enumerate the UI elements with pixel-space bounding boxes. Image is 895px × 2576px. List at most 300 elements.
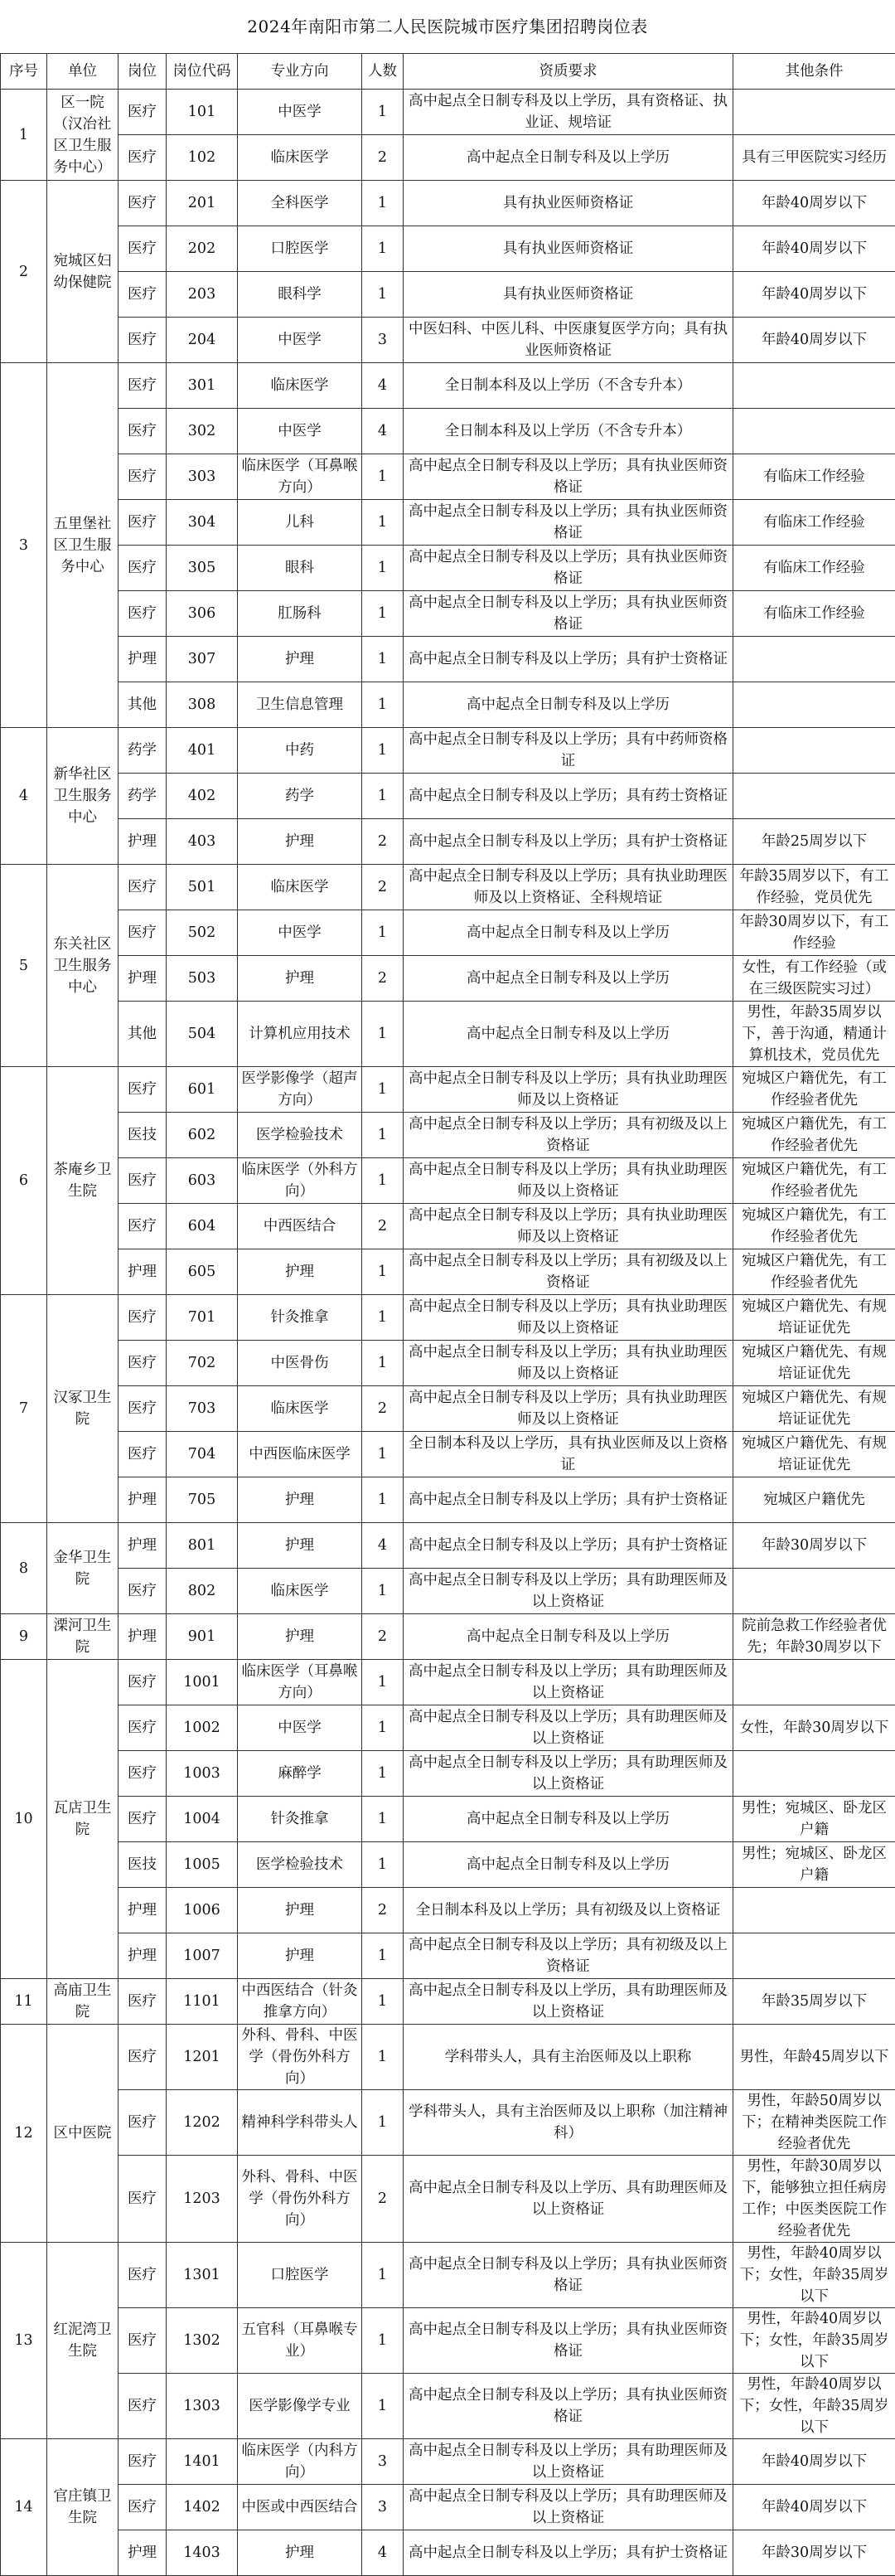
cell-post: 医疗 xyxy=(119,2090,167,2156)
header-other: 其他条件 xyxy=(733,54,895,90)
cell-major: 医学影像学专业 xyxy=(238,2374,362,2439)
cell-other: 宛城区户籍优先，有工作经验者优先 xyxy=(733,1158,895,1204)
cell-post: 医疗 xyxy=(119,454,167,500)
cell-count: 1 xyxy=(362,546,404,591)
table-row xyxy=(1,2025,895,2090)
cell-count: 1 xyxy=(362,1341,404,1386)
cell-count: 1 xyxy=(362,500,404,546)
cell-other xyxy=(733,1888,895,1933)
cell-requirements: 高中起点全日制专科及以上学历；具有助理医师及以上资格证 xyxy=(404,1569,733,1614)
cell-post: 医疗 xyxy=(119,1158,167,1204)
cell-major: 口腔医学 xyxy=(238,2243,362,2308)
cell-count: 1 xyxy=(362,1477,404,1523)
cell-requirements: 高中起点全日制专科及以上学历；具有护士资格证 xyxy=(404,1477,733,1523)
cell-post: 医疗 xyxy=(119,1569,167,1614)
cell-count: 1 xyxy=(362,1933,404,1979)
cell-post: 护理 xyxy=(119,1523,167,1569)
cell-other: 年龄40周岁以下 xyxy=(733,181,895,226)
cell-requirements: 高中起点全日制专科及以上学历；具有执业医师资格证 xyxy=(404,2308,733,2374)
cell-major: 肛肠科 xyxy=(238,591,362,637)
cell-major: 中西医临床医学 xyxy=(238,1432,362,1477)
cell-count: 1 xyxy=(362,272,404,318)
cell-count: 4 xyxy=(362,363,404,409)
table-row xyxy=(1,363,895,409)
cell-major: 临床医学 xyxy=(238,865,362,910)
cell-post: 医疗 xyxy=(119,1341,167,1386)
cell-count: 1 xyxy=(362,1158,404,1204)
cell-major: 儿科 xyxy=(238,500,362,546)
cell-code: 504 xyxy=(167,1002,238,1067)
cell-other: 宛城区户籍优先、有规培证证优先 xyxy=(733,1341,895,1386)
cell-other xyxy=(733,637,895,682)
table-row xyxy=(1,2439,895,2485)
cell-count: 2 xyxy=(362,1386,404,1432)
cell-count: 1 xyxy=(362,637,404,682)
cell-major: 精神科学科带头人 xyxy=(238,2090,362,2156)
cell-count: 4 xyxy=(362,409,404,454)
cell-code: 503 xyxy=(167,956,238,1002)
cell-count: 1 xyxy=(362,1705,404,1751)
header-no: 序号 xyxy=(1,54,47,90)
cell-count: 1 xyxy=(362,910,404,956)
cell-major: 临床医学（耳鼻喉方向） xyxy=(238,1660,362,1705)
cell-count: 1 xyxy=(362,1113,404,1158)
cell-code: 802 xyxy=(167,1569,238,1614)
cell-requirements: 高中起点全日制专科及以上学历 xyxy=(404,1842,733,1888)
cell-post: 医疗 xyxy=(119,591,167,637)
cell-no: 7 xyxy=(1,1295,47,1523)
cell-major: 中药 xyxy=(238,728,362,774)
cell-unit: 高庙卫生院 xyxy=(47,1979,119,2025)
cell-major: 医学检验技术 xyxy=(238,1113,362,1158)
cell-other xyxy=(733,90,895,135)
cell-major: 针灸推拿 xyxy=(238,1797,362,1842)
cell-post: 医疗 xyxy=(119,546,167,591)
cell-post: 医疗 xyxy=(119,226,167,272)
cell-count: 2 xyxy=(362,1888,404,1933)
cell-code: 102 xyxy=(167,135,238,181)
table-row xyxy=(1,318,895,363)
header-count: 人数 xyxy=(362,54,404,90)
cell-major: 中西医结合 xyxy=(238,1204,362,1249)
cell-unit: 宛城区妇幼保健院 xyxy=(47,181,119,363)
cell-post: 药学 xyxy=(119,774,167,819)
cell-requirements: 高中起点全日制专科及以上学历；具有药士资格证 xyxy=(404,774,733,819)
cell-requirements: 高中起点全日制专科及以上学历 xyxy=(404,956,733,1002)
cell-code: 1101 xyxy=(167,1979,238,2025)
cell-post: 护理 xyxy=(119,1249,167,1295)
table-row xyxy=(1,1842,895,1888)
table-row xyxy=(1,591,895,637)
cell-major: 临床医学（外科方向） xyxy=(238,1158,362,1204)
cell-count: 2 xyxy=(362,956,404,1002)
cell-code: 304 xyxy=(167,500,238,546)
table-row xyxy=(1,1432,895,1477)
cell-major: 临床医学 xyxy=(238,135,362,181)
cell-requirements: 高中起点全日制专科及以上学历；具有执业助理医师及以上资格证 xyxy=(404,1067,733,1113)
table-row xyxy=(1,1523,895,1569)
cell-code: 801 xyxy=(167,1523,238,1569)
cell-other: 宛城区户籍优先、有规培证证优先 xyxy=(733,1295,895,1341)
cell-requirements: 全日制本科及以上学历（不含专升本） xyxy=(404,363,733,409)
cell-code: 305 xyxy=(167,546,238,591)
cell-other: 年龄40周岁以下 xyxy=(733,226,895,272)
cell-post: 医疗 xyxy=(119,2308,167,2374)
cell-code: 203 xyxy=(167,272,238,318)
cell-count: 4 xyxy=(362,2530,404,2576)
cell-requirements: 高中起点全日制专科及以上学历；具有护士资格证 xyxy=(404,2530,733,2576)
table-row xyxy=(1,1249,895,1295)
cell-unit: 瓦店卫生院 xyxy=(47,1660,119,1979)
header-requirements: 资质要求 xyxy=(404,54,733,90)
table-row xyxy=(1,1660,895,1705)
cell-major: 外科、骨科、中医学（骨伤外科方向） xyxy=(238,2025,362,2090)
cell-count: 3 xyxy=(362,2485,404,2530)
cell-count: 1 xyxy=(362,2308,404,2374)
table-row xyxy=(1,1295,895,1341)
cell-requirements: 高中起点全日制专科及以上学历；具有执业医师资格证 xyxy=(404,500,733,546)
cell-requirements: 全日制本科及以上学历，具有执业医师及以上资格证 xyxy=(404,1432,733,1477)
cell-requirements: 高中起点全日制专科及以上学历；具有执业助理医师及以上资格证 xyxy=(404,1158,733,1204)
table-row xyxy=(1,272,895,318)
cell-post: 护理 xyxy=(119,1933,167,1979)
cell-code: 1402 xyxy=(167,2485,238,2530)
cell-count: 2 xyxy=(362,819,404,865)
cell-post: 医疗 xyxy=(119,409,167,454)
cell-unit: 区一院（汉冶社区卫生服务中心） xyxy=(47,90,119,181)
cell-other: 宛城区户籍优先 xyxy=(733,1477,895,1523)
cell-other: 年龄35周岁以下，有工作经验，党员优先 xyxy=(733,865,895,910)
cell-requirements: 高中起点全日制专科及以上学历；具有执业医师资格证 xyxy=(404,2374,733,2439)
cell-requirements: 高中起点全日制专科及以上学历；具有初级及以上资格证 xyxy=(404,1933,733,1979)
table-row xyxy=(1,90,895,135)
cell-other xyxy=(733,728,895,774)
cell-unit: 官庄镇卫生院 xyxy=(47,2439,119,2576)
table-row xyxy=(1,2485,895,2530)
cell-code: 308 xyxy=(167,682,238,728)
cell-major: 护理 xyxy=(238,2530,362,2576)
cell-major: 眼科 xyxy=(238,546,362,591)
cell-other: 年龄35周岁以下 xyxy=(733,1979,895,2025)
cell-other: 宛城区户籍优先，有工作经验者优先 xyxy=(733,1113,895,1158)
cell-post: 医技 xyxy=(119,1842,167,1888)
cell-no: 2 xyxy=(1,181,47,363)
cell-post: 护理 xyxy=(119,1888,167,1933)
cell-code: 705 xyxy=(167,1477,238,1523)
cell-count: 3 xyxy=(362,2439,404,2485)
cell-major: 中医或中西医结合 xyxy=(238,2485,362,2530)
cell-code: 1003 xyxy=(167,1751,238,1797)
table-body xyxy=(1,90,895,2576)
cell-post: 医疗 xyxy=(119,2156,167,2243)
cell-requirements: 具有执业医师资格证 xyxy=(404,181,733,226)
cell-post: 医疗 xyxy=(119,2439,167,2485)
cell-post: 护理 xyxy=(119,1614,167,1660)
cell-major: 护理 xyxy=(238,1614,362,1660)
cell-code: 602 xyxy=(167,1113,238,1158)
cell-post: 医疗 xyxy=(119,1797,167,1842)
cell-code: 202 xyxy=(167,226,238,272)
cell-requirements: 全日制本科及以上学历（不含专升本） xyxy=(404,409,733,454)
cell-post: 医疗 xyxy=(119,1204,167,1249)
cell-code: 306 xyxy=(167,591,238,637)
cell-major: 针灸推拿 xyxy=(238,1295,362,1341)
cell-major: 临床医学 xyxy=(238,1386,362,1432)
cell-requirements: 高中起点全日制专科及以上学历；具有助理医师及以上资格证 xyxy=(404,2485,733,2530)
table-row xyxy=(1,1067,895,1113)
cell-post: 护理 xyxy=(119,637,167,682)
cell-count: 1 xyxy=(362,1002,404,1067)
cell-post: 医疗 xyxy=(119,2243,167,2308)
cell-no: 9 xyxy=(1,1614,47,1660)
table-row xyxy=(1,1797,895,1842)
header-unit: 单位 xyxy=(47,54,119,90)
cell-code: 1002 xyxy=(167,1705,238,1751)
cell-post: 医疗 xyxy=(119,1386,167,1432)
cell-code: 204 xyxy=(167,318,238,363)
cell-post: 其他 xyxy=(119,682,167,728)
cell-post: 医疗 xyxy=(119,1067,167,1113)
table-row xyxy=(1,181,895,226)
cell-unit: 金华卫生院 xyxy=(47,1523,119,1614)
cell-major: 护理 xyxy=(238,1249,362,1295)
table-row xyxy=(1,1705,895,1751)
cell-other xyxy=(733,409,895,454)
cell-requirements: 全日制本科及以上学历；具有初级及以上资格证 xyxy=(404,1888,733,1933)
cell-count: 2 xyxy=(362,135,404,181)
cell-count: 1 xyxy=(362,2374,404,2439)
cell-other: 男性，年龄35周岁以下，善于沟通，精通计算机技术，党员优先 xyxy=(733,1002,895,1067)
cell-code: 1202 xyxy=(167,2090,238,2156)
cell-requirements: 高中起点全日制专科及以上学历 xyxy=(404,1002,733,1067)
cell-code: 301 xyxy=(167,363,238,409)
table-row xyxy=(1,682,895,728)
cell-code: 704 xyxy=(167,1432,238,1477)
cell-major: 中医骨伤 xyxy=(238,1341,362,1386)
cell-other: 男性，年龄50周岁以下；在精神类医院工作经验者优先 xyxy=(733,2090,895,2156)
cell-requirements: 高中起点全日制专科及以上学历，具有助理医师及以上资格证 xyxy=(404,1979,733,2025)
table-row xyxy=(1,2374,895,2439)
cell-count: 1 xyxy=(362,591,404,637)
cell-other: 有临床工作经验 xyxy=(733,591,895,637)
cell-other: 年龄30周岁以下，有工作经验 xyxy=(733,910,895,956)
table-row xyxy=(1,637,895,682)
cell-code: 402 xyxy=(167,774,238,819)
table-row xyxy=(1,1158,895,1204)
cell-post: 护理 xyxy=(119,819,167,865)
cell-other: 有临床工作经验 xyxy=(733,546,895,591)
cell-other: 年龄40周岁以下 xyxy=(733,2485,895,2530)
cell-other: 女性，有工作经验（或在三级医院实习过） xyxy=(733,956,895,1002)
cell-unit: 溧河卫生院 xyxy=(47,1614,119,1660)
cell-no: 6 xyxy=(1,1067,47,1295)
cell-unit: 东关社区卫生服务中心 xyxy=(47,865,119,1067)
table-row xyxy=(1,1341,895,1386)
cell-count: 2 xyxy=(362,1204,404,1249)
cell-post: 医疗 xyxy=(119,1705,167,1751)
cell-code: 1203 xyxy=(167,2156,238,2243)
cell-count: 1 xyxy=(362,2090,404,2156)
table-row xyxy=(1,2243,895,2308)
header-post: 岗位 xyxy=(119,54,167,90)
cell-major: 临床医学 xyxy=(238,1569,362,1614)
cell-other: 男性，年龄30周岁以下，能够独立担任病房工作；中医类医院工作经验者优先 xyxy=(733,2156,895,2243)
cell-other: 年龄40周岁以下 xyxy=(733,2439,895,2485)
cell-count: 1 xyxy=(362,1751,404,1797)
cell-requirements: 学科带头人，具有主治医师及以上职称（加注精神科） xyxy=(404,2090,733,2156)
cell-major: 护理 xyxy=(238,1477,362,1523)
cell-code: 703 xyxy=(167,1386,238,1432)
cell-post: 药学 xyxy=(119,728,167,774)
cell-count: 4 xyxy=(362,1523,404,1569)
cell-post: 医疗 xyxy=(119,1295,167,1341)
cell-other: 宛城区户籍优先、有规培证证优先 xyxy=(733,1432,895,1477)
cell-requirements: 高中起点全日制专科及以上学历 xyxy=(404,1797,733,1842)
table-row xyxy=(1,1002,895,1067)
cell-code: 101 xyxy=(167,90,238,135)
cell-requirements: 高中起点全日制专科及以上学历；具有初级及以上资格证 xyxy=(404,1113,733,1158)
cell-requirements: 中医妇科、中医儿科、中医康复医学方向；具有执业医师资格证 xyxy=(404,318,733,363)
cell-code: 1403 xyxy=(167,2530,238,2576)
cell-major: 中西医结合（针灸推拿方向） xyxy=(238,1979,362,2025)
cell-other: 女性，年龄30周岁以下 xyxy=(733,1705,895,1751)
cell-other: 男性，年龄40周岁以下；女性，年龄35周岁以下 xyxy=(733,2374,895,2439)
cell-no: 5 xyxy=(1,865,47,1067)
cell-requirements: 高中起点全日制专科及以上学历 xyxy=(404,910,733,956)
cell-major: 中医学 xyxy=(238,90,362,135)
cell-other xyxy=(733,1569,895,1614)
cell-other: 男性，年龄40周岁以下；女性，年龄35周岁以下 xyxy=(733,2308,895,2374)
cell-major: 中医学 xyxy=(238,409,362,454)
table-row xyxy=(1,2090,895,2156)
cell-other xyxy=(733,363,895,409)
cell-major: 口腔医学 xyxy=(238,226,362,272)
cell-post: 医疗 xyxy=(119,1432,167,1477)
table-row xyxy=(1,409,895,454)
cell-major: 中医学 xyxy=(238,1705,362,1751)
cell-code: 1001 xyxy=(167,1660,238,1705)
cell-code: 601 xyxy=(167,1067,238,1113)
table-row xyxy=(1,226,895,272)
cell-post: 医疗 xyxy=(119,318,167,363)
cell-requirements: 高中起点全日制专科及以上学历；具有助理医师及以上资格证 xyxy=(404,1751,733,1797)
cell-other xyxy=(733,1751,895,1797)
cell-requirements: 高中起点全日制专科及以上学历；具有护士资格证 xyxy=(404,1523,733,1569)
cell-count: 1 xyxy=(362,1842,404,1888)
cell-count: 2 xyxy=(362,865,404,910)
cell-requirements: 高中起点全日制专科及以上学历；具有执业医师资格证 xyxy=(404,591,733,637)
cell-code: 201 xyxy=(167,181,238,226)
recruitment-table xyxy=(0,53,895,2576)
cell-major: 计算机应用技术 xyxy=(238,1002,362,1067)
table-row xyxy=(1,500,895,546)
table-row xyxy=(1,819,895,865)
cell-major: 中医学 xyxy=(238,318,362,363)
cell-requirements: 高中起点全日制专科及以上学历；具有执业助理医师及以上资格证 xyxy=(404,1295,733,1341)
cell-other xyxy=(733,1660,895,1705)
cell-major: 中医学 xyxy=(238,910,362,956)
cell-other: 宛城区户籍优先、有规培证证优先 xyxy=(733,1386,895,1432)
cell-post: 医疗 xyxy=(119,181,167,226)
cell-code: 401 xyxy=(167,728,238,774)
cell-requirements: 高中起点全日制专科及以上学历 xyxy=(404,682,733,728)
cell-other xyxy=(733,774,895,819)
cell-count: 1 xyxy=(362,181,404,226)
cell-other: 年龄40周岁以下 xyxy=(733,318,895,363)
cell-major: 护理 xyxy=(238,956,362,1002)
cell-major: 卫生信息管理 xyxy=(238,682,362,728)
table-row xyxy=(1,865,895,910)
cell-code: 604 xyxy=(167,1204,238,1249)
table-row xyxy=(1,135,895,181)
cell-code: 1301 xyxy=(167,2243,238,2308)
cell-count: 1 xyxy=(362,90,404,135)
cell-unit: 茶庵乡卫生院 xyxy=(47,1067,119,1295)
cell-requirements: 高中起点全日制专科及以上学历、具有助理医师及以上资格证 xyxy=(404,2156,733,2243)
table-row xyxy=(1,1933,895,1979)
cell-unit: 汉冢卫生院 xyxy=(47,1295,119,1523)
cell-major: 临床医学（内科方向） xyxy=(238,2439,362,2485)
table-row xyxy=(1,1113,895,1158)
cell-code: 1004 xyxy=(167,1797,238,1842)
cell-requirements: 高中起点全日制专科及以上学历；具有中药师资格证 xyxy=(404,728,733,774)
cell-post: 医技 xyxy=(119,1113,167,1158)
cell-code: 303 xyxy=(167,454,238,500)
cell-other: 宛城区户籍优先，有工作经验者优先 xyxy=(733,1249,895,1295)
table-row xyxy=(1,728,895,774)
cell-count: 1 xyxy=(362,1569,404,1614)
cell-other: 年龄40周岁以下 xyxy=(733,272,895,318)
table-row xyxy=(1,2530,895,2576)
table-row xyxy=(1,1979,895,2025)
cell-requirements: 高中起点全日制专科及以上学历；具有执业医师资格证 xyxy=(404,2243,733,2308)
cell-code: 1303 xyxy=(167,2374,238,2439)
cell-code: 901 xyxy=(167,1614,238,1660)
cell-code: 307 xyxy=(167,637,238,682)
cell-count: 3 xyxy=(362,318,404,363)
cell-requirements: 高中起点全日制专科及以上学历；具有执业助理医师及以上资格证 xyxy=(404,1386,733,1432)
cell-code: 1007 xyxy=(167,1933,238,1979)
cell-major: 护理 xyxy=(238,1933,362,1979)
cell-count: 1 xyxy=(362,2025,404,2090)
cell-requirements: 高中起点全日制专科及以上学历；具有执业助理医师及以上资格证 xyxy=(404,1204,733,1249)
cell-requirements: 具有执业医师资格证 xyxy=(404,226,733,272)
table-row xyxy=(1,1751,895,1797)
cell-other: 有临床工作经验 xyxy=(733,454,895,500)
cell-code: 1005 xyxy=(167,1842,238,1888)
cell-no: 1 xyxy=(1,90,47,181)
cell-code: 605 xyxy=(167,1249,238,1295)
cell-major: 全科医学 xyxy=(238,181,362,226)
table-row xyxy=(1,910,895,956)
table-row xyxy=(1,1204,895,1249)
table-header-row xyxy=(1,54,895,90)
cell-other: 年龄30周岁以下 xyxy=(733,1523,895,1569)
cell-major: 药学 xyxy=(238,774,362,819)
cell-post: 医疗 xyxy=(119,2374,167,2439)
cell-code: 501 xyxy=(167,865,238,910)
cell-unit: 区中医院 xyxy=(47,2025,119,2243)
cell-requirements: 高中起点全日制专科及以上学历 xyxy=(404,1614,733,1660)
cell-no: 14 xyxy=(1,2439,47,2576)
cell-post: 医疗 xyxy=(119,135,167,181)
table-row xyxy=(1,1569,895,1614)
cell-code: 702 xyxy=(167,1341,238,1386)
cell-requirements: 高中起点全日制专科及以上学历；具有执业助理医师及以上资格证 xyxy=(404,1341,733,1386)
cell-other: 男性；宛城区、卧龙区户籍 xyxy=(733,1797,895,1842)
cell-count: 1 xyxy=(362,1660,404,1705)
cell-post: 医疗 xyxy=(119,910,167,956)
